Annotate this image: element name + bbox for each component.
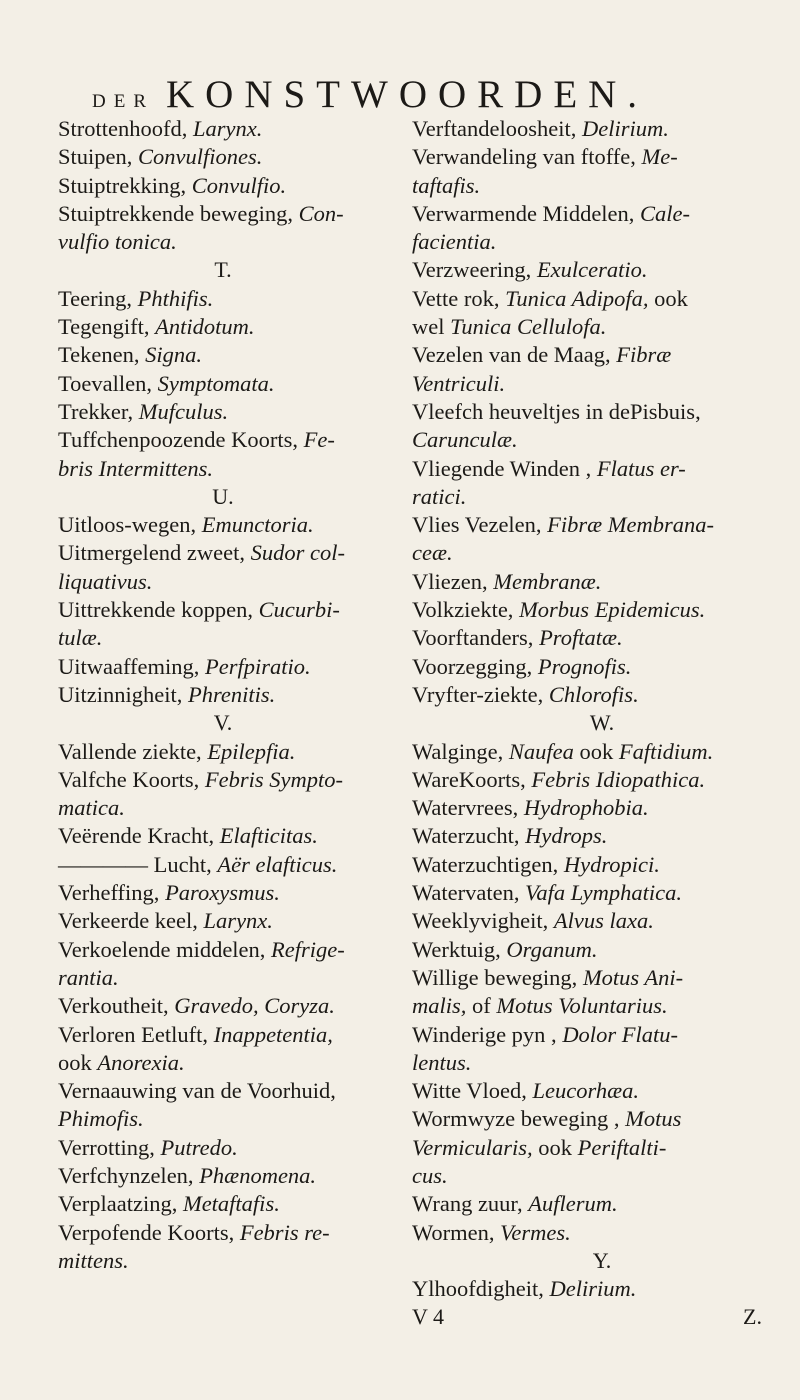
glossary-entry [412,256,792,284]
latin-term: Exulceratio. [536,257,648,283]
dutch-term: Toevallen, [58,370,153,396]
latin-term: Larynx. [203,908,273,934]
latin-term: Chlorofis. [548,681,639,707]
dutch-term: Valfche Koorts, [58,766,200,792]
dutch-term: Willige beweging, [412,964,578,990]
dutch-term: Veërende Kracht, [58,823,215,849]
glossary-entry [412,1219,792,1247]
glossary-entry [412,313,792,341]
dutch-term: Uitmergelend zweet, [58,540,246,566]
latin-term: Vermes. [500,1219,571,1245]
entry-continuation [412,1134,792,1162]
glossary-entry [58,200,388,228]
dutch-term: Ylhoofdigheit, [412,1276,544,1302]
latin-term: Mufculus. [138,398,229,424]
dutch-term: Verloren Eetluft, [58,1021,208,1047]
latin-term: Febris Idiopathica. [531,766,706,792]
glossary-entry [412,511,792,539]
section-letter: U. [212,483,234,509]
glossary-entry [412,624,792,652]
dutch-term: Voorzegging, [412,653,533,679]
latin-term: Fibræ [616,342,672,368]
latin-term: Morbus Epidemicus. [519,597,706,623]
dutch-term: Verfchynzelen, [58,1162,194,1188]
latin-term: Tunica Adipofa, [505,285,649,311]
latin-term: vulfio tonica. [58,229,177,255]
dutch-term: Tegengift, [58,314,150,340]
latin-term: lentus. [412,1049,472,1075]
dutch-term: Uitloos-wegen, [58,512,197,538]
latin-term: Auflerum. [528,1191,618,1217]
latin-term: Symptomata. [157,370,275,396]
glossary-entry [58,426,388,454]
dutch-connector: ook [538,1134,572,1160]
entry-continuation [58,455,388,483]
glossary-entry [58,653,388,681]
latin-term: Febris Sympto- [204,766,343,792]
latin-term: Fe- [303,427,335,453]
latin-term: Periftalti- [577,1134,667,1160]
dutch-term: Waterzuchtigen, [412,851,559,877]
dutch-term: Winderige pyn , [412,1021,557,1047]
glossary-entry [58,907,388,935]
glossary-entry [412,285,792,313]
latin-term: Anorexia. [97,1049,185,1075]
glossary-entry [412,455,792,483]
latin-term: Phænomena. [199,1162,317,1188]
latin-term: rantia. [58,964,119,990]
glossary-entry [58,596,388,624]
glossary-entry [412,738,792,766]
dutch-term: Waterzucht, [412,823,520,849]
glossary-entry [412,143,792,171]
dutch-term: Vette rok, [412,285,500,311]
entry-continuation [58,624,388,652]
dutch-connector: ook [579,738,614,764]
entry-continuation [412,228,792,256]
latin-term: Epilepfia. [207,738,296,764]
latin-term: Membranæ. [493,568,602,594]
glossary-entry [412,568,792,596]
glossary-entry [412,115,792,143]
dutch-term: Stuiptrekking, [58,172,187,198]
latin-term: facientia. [412,229,497,255]
glossary-entry [58,1219,388,1247]
dutch-term: Vliegende Winden , [412,455,592,481]
latin-term: Con- [298,200,344,226]
glossary-entry [412,653,792,681]
entry-continuation [412,1162,792,1190]
entry-continuation [412,992,792,1020]
entry-continuation [412,370,792,398]
entry-continuation [412,483,792,511]
glossary-entry [58,992,388,1020]
glossary-entry [412,936,792,964]
dutch-term: Vleefch heuveltjes in dePisbuis, [412,398,701,424]
entry-continuation [412,1049,792,1077]
latin-term: Hydrops. [525,823,608,849]
dutch-term: Verplaatzing, [58,1191,178,1217]
entry-continuation [58,964,388,992]
dutch-term: ook [58,1049,92,1075]
latin-term: Vermicularis, [412,1134,533,1160]
glossary-entry [58,681,388,709]
latin-term: Vafa Lymphatica. [525,880,682,906]
glossary-entry [412,794,792,822]
latin-term: cus. [412,1162,448,1188]
latin-term: Proftatæ. [539,625,623,651]
dutch-term: Vezelen van de Maag, [412,342,611,368]
latin-term: Febris re- [239,1219,330,1245]
dutch-term: Vallende ziekte, [58,738,202,764]
latin-term: ceæ. [412,540,453,566]
latin-term: Phrenitis. [187,681,276,707]
section-letter: Y. [592,1247,612,1273]
latin-term: Naufea [508,738,574,764]
header-article: DER [92,91,154,112]
glossary-entry [58,1190,388,1218]
latin-term: Signa. [145,342,203,368]
dutch-term: Verwandeling van ftoffe, [412,144,636,170]
glossary-entry [58,313,388,341]
dutch-term: Verkoutheit, [58,993,169,1019]
latin-term: Fibræ Membrana- [547,512,715,538]
dutch-term: Uitzinnigheit, [58,681,183,707]
latin-term: Tunica Cellulofa. [450,314,607,340]
latin-term: Ventriculi. [412,370,506,396]
signature-mark: V 4 [412,1304,444,1330]
latin-term: Faftidium. [618,738,714,764]
dutch-term: Verkoelende middelen, [58,936,266,962]
dutch-term: Verzweering, [412,257,532,283]
entry-continuation [58,568,388,596]
dutch-term: Stuiptrekkende beweging, [58,200,293,226]
glossary-entry [58,370,388,398]
section-letter: V. [213,710,233,736]
latin-term: Hydropici. [563,851,660,877]
latin-term: Cale- [640,200,691,226]
glossary-entry [412,1077,792,1105]
glossary-entry [58,143,388,171]
latin-term: matica. [58,795,125,821]
latin-term: Convulfio. [191,172,287,198]
glossary-entry [412,341,792,369]
latin-term: Putredo. [160,1134,238,1160]
glossary-entry [412,1105,792,1133]
latin-term: Elafticitas. [219,823,318,849]
latin-term: Larynx. [193,116,263,141]
glossary-entry [58,1021,388,1049]
right-column [412,115,792,1332]
glossary-entry [412,851,792,879]
glossary-entry [58,398,388,426]
latin-term: Sudor col- [250,540,346,566]
latin-term: Delirium. [549,1276,637,1302]
latin-term: Me- [641,144,678,170]
glossary-entry [412,879,792,907]
dutch-term: Verftandeloosheit, [412,116,577,141]
glossary-entry [58,511,388,539]
dutch-term: Vlies Vezelen, [412,512,542,538]
dutch-term: Strottenhoofd, [58,116,188,141]
latin-term: taftafis. [412,172,481,198]
latin-term: Flatus er- [596,455,686,481]
latin-term: Dolor Flatu- [562,1021,678,1047]
running-header [92,72,782,117]
dutch-term: Walginge, [412,738,504,764]
dutch-term: Verheffing, [58,880,160,906]
dutch-term: Vernaauwing van de Voorhuid, [58,1078,336,1104]
dutch-term: Wormwyze beweging , [412,1106,620,1132]
dutch-term: Weeklyvigheit, [412,908,549,934]
glossary-entry [412,596,792,624]
latin-term: Alvus laxa. [553,908,654,934]
dutch-term: Volkziekte, [412,597,514,623]
dutch-connector: of [472,993,491,1019]
latin-term: Metaftafis. [182,1191,280,1217]
glossary-entry [412,1275,792,1303]
glossary-entry [58,851,388,879]
dutch-term: Verwarmende Middelen, [412,200,635,226]
glossary-entry [58,1077,388,1105]
dutch-term: Stuipen, [58,144,133,170]
glossary-entry [412,907,792,935]
dutch-term: Vryfter-ziekte, [412,681,544,707]
glossary-entry [58,936,388,964]
entry-continuation [58,228,388,256]
dutch-term: Voorftanders, [412,625,534,651]
glossary-entry [58,285,388,313]
latin-term: Emunctoria. [201,512,314,538]
entry-continuation [58,1105,388,1133]
dutch-term: Watervrees, [412,795,519,821]
glossary-entry [58,341,388,369]
dutch-term: Tuffchenpoozende Koorts, [58,427,298,453]
glossary-entry [58,115,388,143]
latin-term: malis, [412,993,467,1019]
dutch-term: wel [412,314,445,340]
dutch-term: Uitwaaffeming, [58,653,200,679]
left-column [58,115,388,1275]
header-title: KONSTWOORDEN. [166,73,649,116]
glossary-entry [412,1190,792,1218]
latin-term: Perfpiratio. [205,653,311,679]
latin-term: bris Intermittens. [58,455,213,481]
dutch-term: Watervaten, [412,880,520,906]
entry-continuation [58,794,388,822]
entry-continuation [412,539,792,567]
glossary-entry [58,1162,388,1190]
glossary-entry [58,1049,388,1077]
glossary-entry [58,766,388,794]
glossary-entry [412,398,792,426]
glossary-entry [412,766,792,794]
latin-term: Organum. [506,936,598,962]
dutch-term: Uittrekkende koppen, [58,597,253,623]
latin-term: Convulfiones. [138,144,263,170]
latin-term: Carunculæ. [412,427,518,453]
glossary-entry [58,1134,388,1162]
latin-term: Motus [625,1106,682,1132]
latin-term: Phimofis. [58,1106,144,1132]
glossary-entry [58,822,388,850]
dutch-term: Wormen, [412,1219,495,1245]
latin-term: Aër elafticus. [217,851,338,877]
entry-continuation [412,172,792,200]
latin-term: Motus Ani- [582,964,684,990]
entry-continuation [412,426,792,454]
latin-term: Paroxysmus. [165,880,280,906]
latin-term: mittens. [58,1247,129,1273]
dutch-term: Teering, [58,285,133,311]
latin-term: Motus Voluntarius. [496,993,668,1019]
latin-term: Hydrophobia. [523,795,649,821]
dutch-term: WareKoorts, [412,766,526,792]
section-letter: W. [589,710,615,736]
glossary-entry [412,200,792,228]
right-column-entries [412,115,792,1303]
latin-term: Inappetentia, [213,1021,333,1047]
glossary-entry [412,822,792,850]
section-letter: T. [214,257,232,283]
dutch-term: Witte Vloed, [412,1078,527,1104]
latin-term: Gravedo, Coryza. [174,993,335,1019]
glossary-entry [58,738,388,766]
glossary-entry [412,681,792,709]
page-footer [412,1303,792,1331]
latin-term: Antidotum. [155,314,255,340]
dutch-term: Vliezen, [412,568,488,594]
latin-term: Refrige- [271,936,345,962]
dutch-term: Verrotting, [58,1134,155,1160]
dutch-term: Verpofende Koorts, [58,1219,235,1245]
glossary-entry [58,172,388,200]
dutch-term: Verkeerde keel, [58,908,198,934]
latin-term: Phthifis. [137,285,214,311]
latin-term: ratici. [412,483,467,509]
glossary-entry [412,1021,792,1049]
latin-term: tulæ. [58,625,103,651]
dutch-term: Werktuig, [412,936,501,962]
latin-term: Prognofis. [537,653,632,679]
glossary-entry [412,964,792,992]
dutch-term: Trekker, [58,398,134,424]
latin-term: Cucurbi- [258,597,340,623]
dutch-term: Tekenen, [58,342,140,368]
dutch-term: Wrang zuur, [412,1191,523,1217]
entry-continuation [58,1247,388,1275]
latin-term: Leucorhæa. [532,1078,639,1104]
dutch-connector: ook [654,285,688,311]
latin-term: liquativus. [58,568,153,594]
dutch-term: ———— Lucht, [58,851,212,877]
glossary-entry [58,879,388,907]
catchword: Z. [743,1304,762,1330]
glossary-entry [58,539,388,567]
latin-term: Delirium. [581,116,669,141]
